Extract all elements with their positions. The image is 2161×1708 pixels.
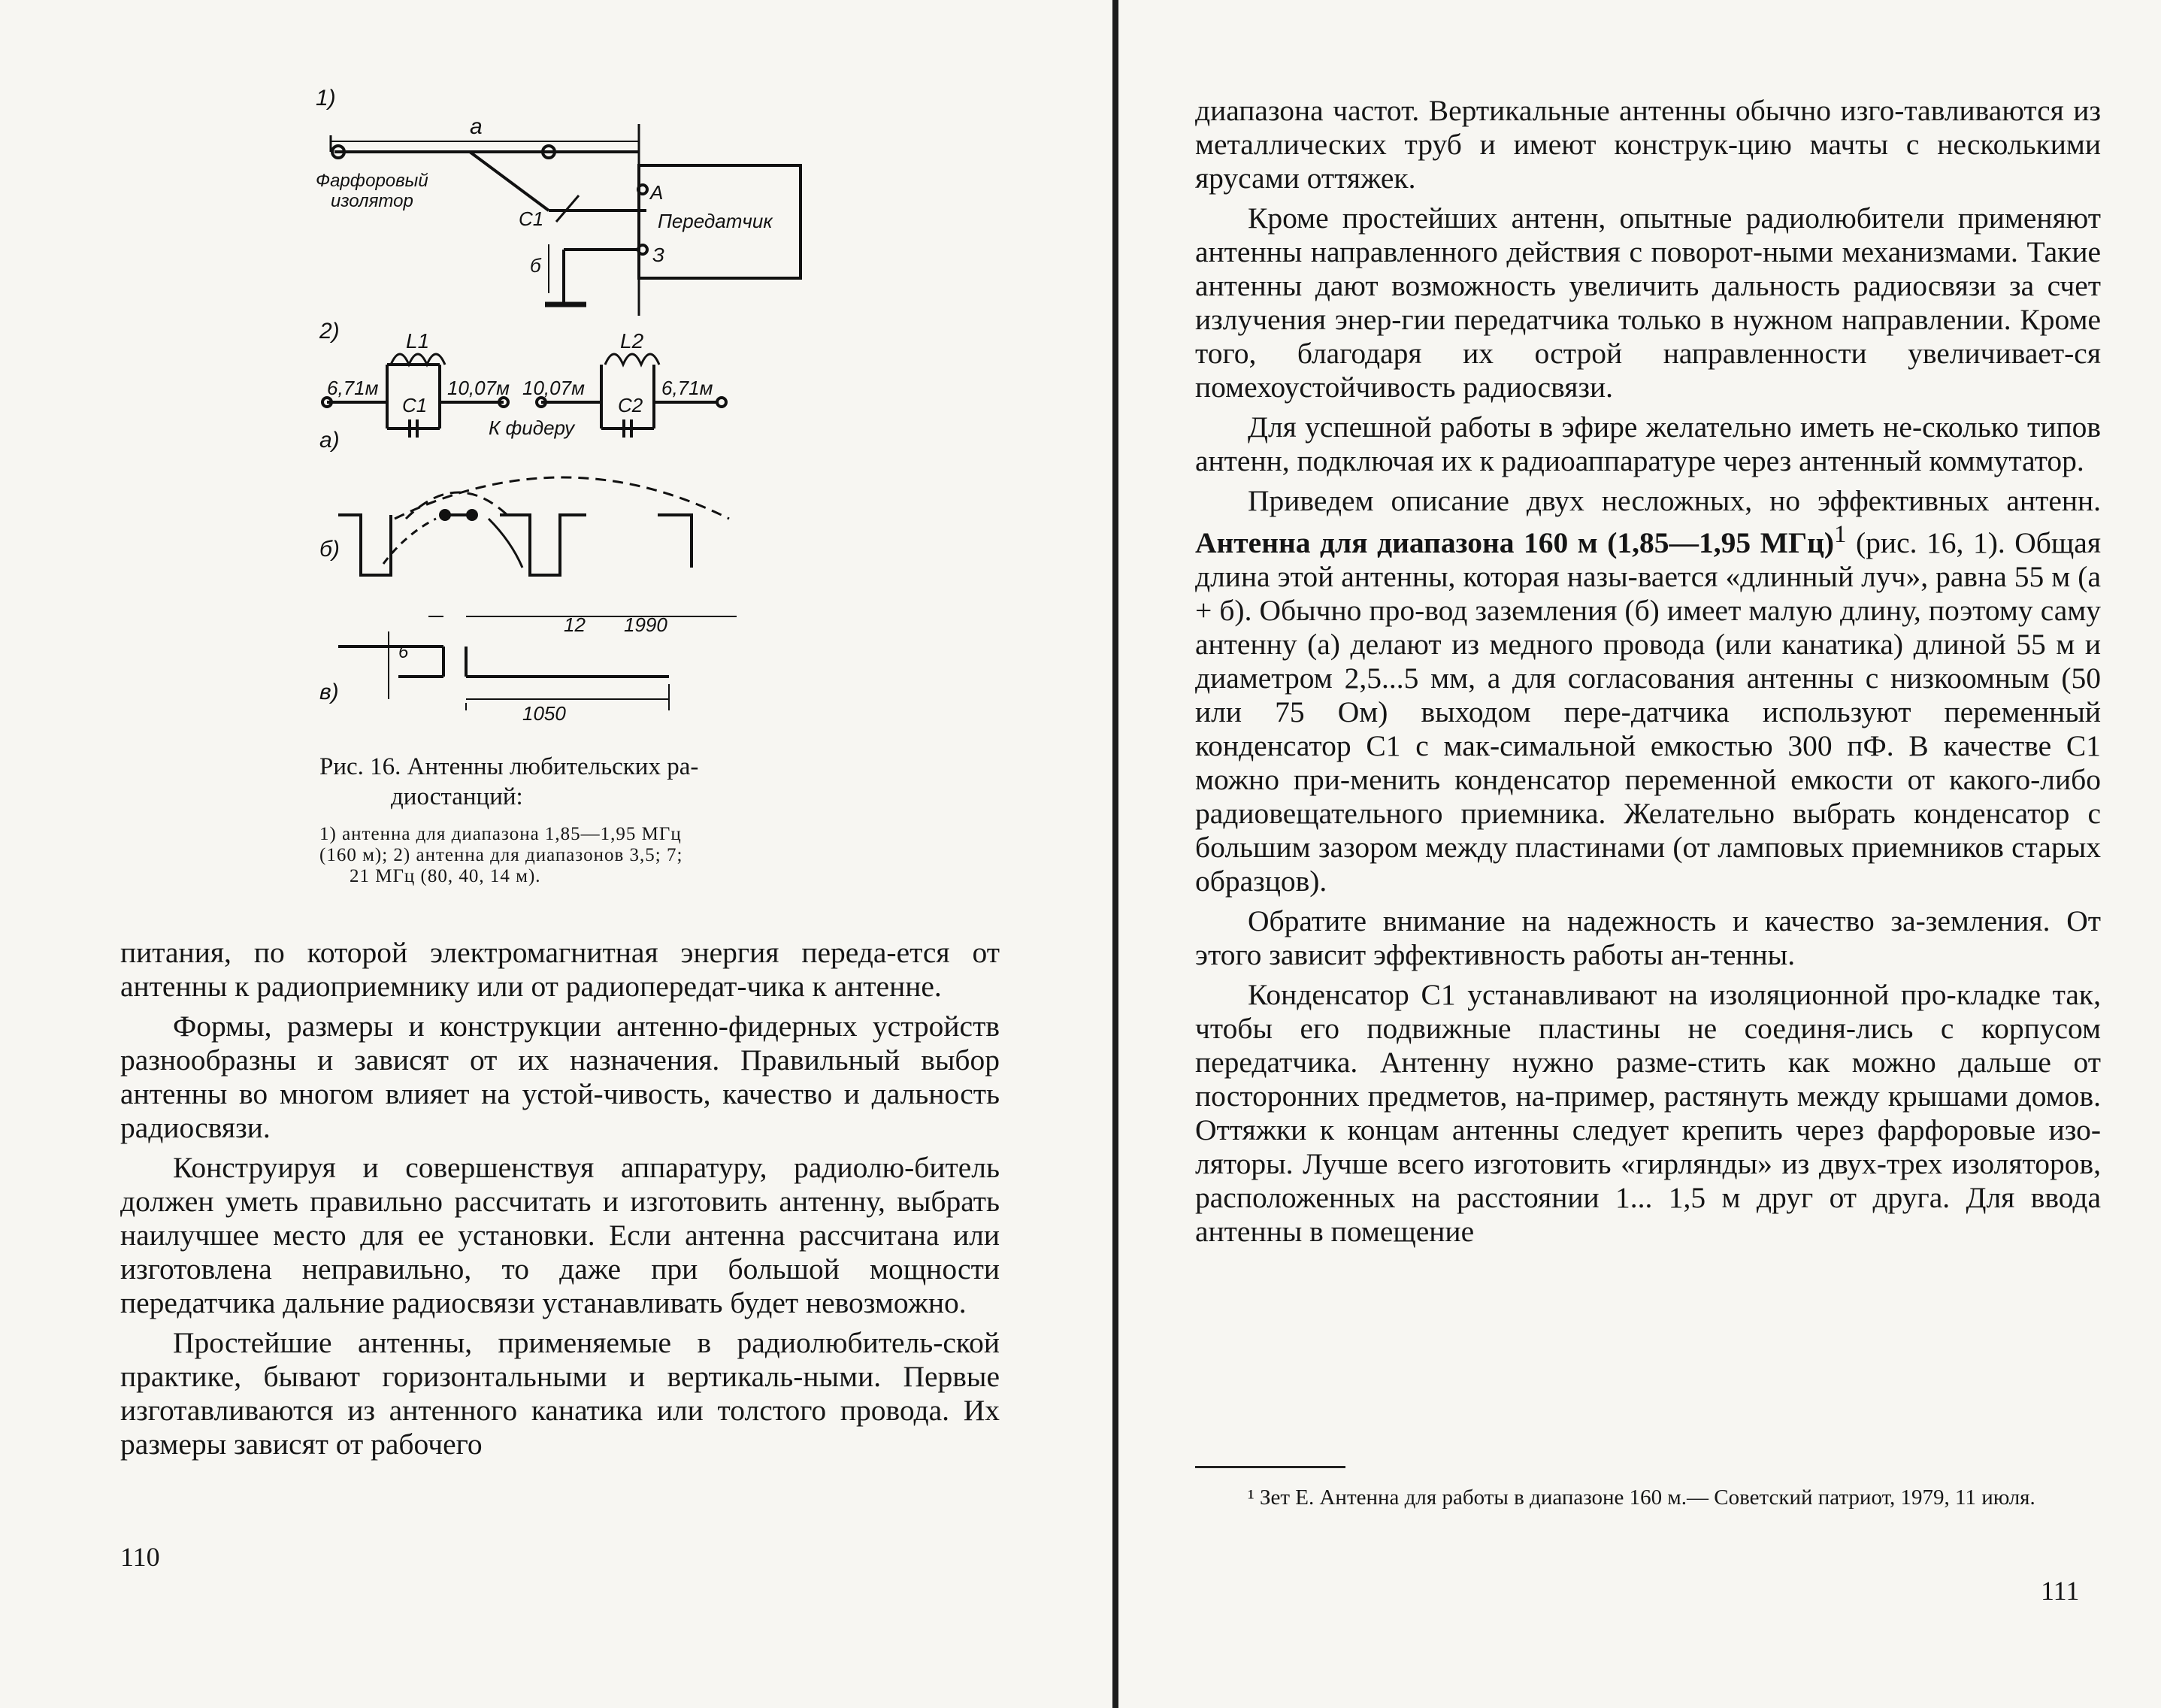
fig-terminal-a: A — [650, 181, 664, 204]
paragraph: питания, по которой электромагнитная энергия переда-ется от антенны к радиоприемнику или от радиопередат-чика к антенне. — [120, 936, 1000, 1003]
caption-note-2: (160 м); 2) антенна для диапазонов 3,5; 7; — [319, 845, 683, 865]
p4-heading: Антенна для диапазона 160 м (1,85—1,95 МГц) — [1195, 526, 1835, 560]
paragraph: Простейшие антенны, применяемые в радиолюбитель-ской практике, бывают горизонтальными и вертикаль-ными. Первые изготавливаются из антенного канатика или толстого провода. Их размеры зависят от рабочего — [120, 1326, 1000, 1461]
fig-l1-label: L1 — [406, 329, 430, 353]
fig-feeder-label: К фидеру — [489, 416, 575, 439]
book-spine — [1112, 0, 1118, 1708]
footnote-divider — [1195, 1466, 1345, 1468]
fig-len-1007-right: 10,07м — [522, 377, 585, 399]
paragraph: Обратите внимание на надежность и качество за-земления. От этого зависит эффективность работы ан-тенны. — [1195, 904, 2101, 972]
fig-dim-a: a — [470, 114, 483, 139]
fig-dim-1990: 1990 — [624, 613, 667, 636]
right-page — [1127, 0, 2161, 1708]
paragraph: Конденсатор С1 устанавливают на изоляционной про-кладке так, чтобы его подвижные пластины не соединя-лись с корпусом передатчика. Антенну нужно разме-стить как можно дальше от посторонних предметов, на-пример, растянуть между крышами домов. Оттяжки к концам антенны следует крепить через фарфоровые изо-ляторы. Лучше всего изготовить «гирлянды» из двух-трех изоляторов, расположенных на расстоянии 1... 1,5 м друг от друга. Для ввода антенны в помещение — [1195, 978, 2101, 1249]
caption-title-2: диостанций: — [391, 783, 523, 810]
fig-dim-1050: 1050 — [522, 702, 566, 725]
p4-rest: (рис. 16, 1). Общая длина этой антенны, которая назы-вается «длинный луч», равна 55 м (а + б). Обычно про-вод заземления (б) имеет малую длину, поэтому саму антенну (а) делают из медного провода (или канатика) длиной 55 м и диаметром 2,5...5 мм, а для согласования антенны с низкоомным (50 или 75 Ом) выходом пере-датчика используют переменный конденсатор С1 с мак-симальной емкостью 300 пФ. В качестве С1 можно при-менить конденсатор переменной емкости от какого-либо радиовещательного приемника. Желательно выбрать конденсатор с большим зазором между пластинами (от ламповых приемников старых образцов). — [1195, 526, 2102, 898]
antenna-diagram — [316, 75, 827, 737]
variable-capacitor-icon — [556, 195, 579, 222]
p4-start: Приведем описание двух несложных, но эффективных антенн. — [1248, 484, 2101, 517]
right-body-text — [1195, 94, 2101, 1249]
fig-len-1007-left: 10,07м — [447, 377, 510, 399]
fig-sub-a: а) — [319, 428, 340, 453]
paragraph: Формы, размеры и конструкции антенно-фидерных устройств разнообразны и зависят от их назначения. Правильный выбор антенны во многом влияет на устой-чивость, качество и дальность радиосвязи. — [120, 1010, 1000, 1144]
paragraph: диапазона частот. Вертикальные антенны обычно изго-тавливаются из металлических труб и имеют конструк-цию мачты с несколькими ярусами оттяжек. — [1195, 94, 2101, 195]
fig-len-671-left: 6,71м — [327, 377, 379, 399]
fig-dim-12: 12 — [564, 613, 586, 636]
fig-transmitter-label: Передатчик — [658, 210, 773, 232]
fig-terminal-z: З — [652, 244, 664, 266]
figure-16 — [316, 75, 827, 737]
fig-insulator-label-1: Фарфоровый — [316, 171, 428, 191]
caption-note-3: 21 МГц (80, 40, 14 м). — [350, 866, 541, 886]
fig-part2-label: 2) — [319, 319, 340, 344]
fig-insulator-label-2: изолятор — [331, 191, 413, 211]
page-number-left: 110 — [120, 1542, 160, 1572]
left-body-text — [120, 936, 1000, 1461]
footnote-ref: 1 — [1834, 521, 1847, 548]
caption-note-1: 1) антенна для диапазона 1,85—1,95 МГц — [319, 824, 682, 844]
footnote: ¹ Зет Е. Антенна для работы в диапазоне 160 м.— Советский патриот, 1979, 11 июля. — [1248, 1485, 2035, 1510]
fig-c2-label: C2 — [618, 394, 643, 416]
paragraph: Для успешной работы в эфире желательно иметь не-сколько типов антенн, подключая их к радиоаппаратуре через антенный коммутатор. — [1195, 410, 2101, 477]
fig-part1-label: 1) — [316, 86, 336, 111]
coil-l2-icon — [605, 354, 659, 365]
page-number-right: 111 — [2041, 1576, 2080, 1606]
figure-caption — [319, 752, 816, 887]
paragraph: Конструируя и совершенствуя аппаратуру, радиолю-битель должен уметь правильно рассчитать и изготовить антенну, выбрать наилучшее место для ее установки. Если антенна рассчитана или изготовлена неправильно, то даже при большой мощности передатчика дальние радиосвязи устанавливать будет невозможно. — [120, 1151, 1000, 1319]
paragraph: Кроме простейших антенн, опытные радиолюбители применяют антенны направленного действия с поворот-ными механизмами. Такие антенны дают возможность увеличить дальность радиосвязи за счет излучения энер-гии передатчика только в нужном направлении. Кроме того, благодаря их острой направленности увеличивает-ся помехоустойчивость радиосвязи. — [1195, 201, 2101, 404]
caption-title-1: Рис. 16. Антенны любительских ра- — [319, 753, 699, 780]
fig-sub-b: б) — [319, 537, 340, 562]
fig-len-671-right: 6,71м — [661, 377, 713, 399]
fig-dim-6: 6 — [398, 642, 409, 662]
fig-c1-label: C1 — [519, 207, 544, 230]
fig-dim-b: б — [530, 254, 541, 277]
fig-l2-label: L2 — [620, 329, 644, 353]
paragraph-antenna-160 — [1195, 484, 2101, 898]
fig-sub-v: в) — [319, 680, 339, 704]
fig-c1b-label: C1 — [402, 394, 428, 416]
